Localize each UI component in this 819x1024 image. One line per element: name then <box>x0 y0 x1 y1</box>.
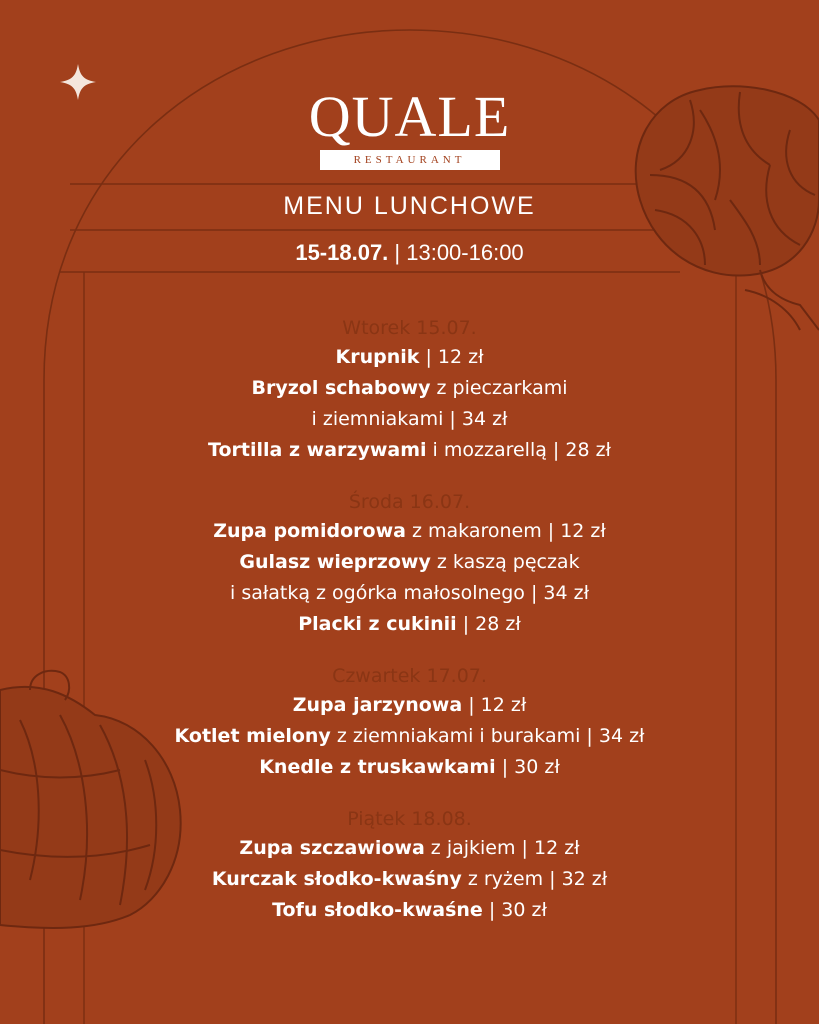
date-range: 15-18.07. <box>295 240 389 265</box>
dish-name: Knedle z truskawkami <box>259 756 496 778</box>
menu-item <box>0 435 819 466</box>
day-label: Czwartek 17.07. <box>332 665 487 687</box>
day-block <box>0 662 819 783</box>
menu-dates <box>0 240 819 266</box>
dish-name: Bryzol schabowy <box>251 377 431 399</box>
dish-details: | 12 zł <box>419 346 484 368</box>
dish-details: z ryżem | 32 zł <box>461 868 608 890</box>
dish-details: i ziemniakami | 34 zł <box>311 408 508 430</box>
dish-details: z ziemniakami i burakami | 34 zł <box>330 725 645 747</box>
menu-list <box>0 314 819 948</box>
dish-name: Zupa szczawiowa <box>239 837 425 859</box>
day-label: Piątek 18.08. <box>347 808 472 830</box>
dish-name: Krupnik <box>335 346 420 368</box>
menu-item <box>0 752 819 783</box>
dish-name: Tortilla z warzywami <box>208 439 427 461</box>
menu-item <box>0 895 819 926</box>
menu-item <box>0 404 819 435</box>
dish-details: i mozzarellą | 28 zł <box>426 439 611 461</box>
dish-name: Zupa pomidorowa <box>213 520 406 542</box>
dish-details: z pieczarkami <box>430 377 568 399</box>
dish-details: z makaronem | 12 zł <box>405 520 606 542</box>
menu-item <box>0 342 819 373</box>
dish-name: Kotlet mielony <box>174 725 331 747</box>
dish-details: | 30 zł <box>482 899 547 921</box>
day-block <box>0 805 819 926</box>
dish-name: Tofu słodko-kwaśne <box>272 899 483 921</box>
restaurant-logo <box>0 86 819 170</box>
dish-details: z jajkiem | 12 zł <box>424 837 580 859</box>
menu-item <box>0 609 819 640</box>
menu-item <box>0 721 819 752</box>
dish-details: i sałatką z ogórka małosolnego | 34 zł <box>230 582 589 604</box>
logo-wordmark: QUALE <box>308 84 511 149</box>
menu-item <box>0 547 819 578</box>
menu-item <box>0 516 819 547</box>
menu-item <box>0 833 819 864</box>
day-label: Środa 16.07. <box>348 491 471 513</box>
menu-title: MENU LUNCHOWE <box>283 192 536 220</box>
menu-item <box>0 578 819 609</box>
logo-subtitle: RESTAURANT <box>320 150 500 170</box>
dish-name: Placki z cukinii <box>298 613 457 635</box>
dish-name: Kurczak słodko-kwaśny <box>211 868 462 890</box>
dish-name: Gulasz wieprzowy <box>239 551 431 573</box>
dish-details: | 12 zł <box>462 694 527 716</box>
menu-item <box>0 690 819 721</box>
dish-details: | 28 zł <box>456 613 521 635</box>
day-block <box>0 488 819 640</box>
day-label: Wtorek 15.07. <box>342 317 477 339</box>
dish-details: z kaszą pęczak <box>430 551 580 573</box>
dish-name: Zupa jarzynowa <box>292 694 463 716</box>
menu-item <box>0 864 819 895</box>
dish-details: | 30 zł <box>495 756 560 778</box>
day-block <box>0 314 819 466</box>
serving-hours: | 13:00-16:00 <box>388 240 524 265</box>
menu-item <box>0 373 819 404</box>
